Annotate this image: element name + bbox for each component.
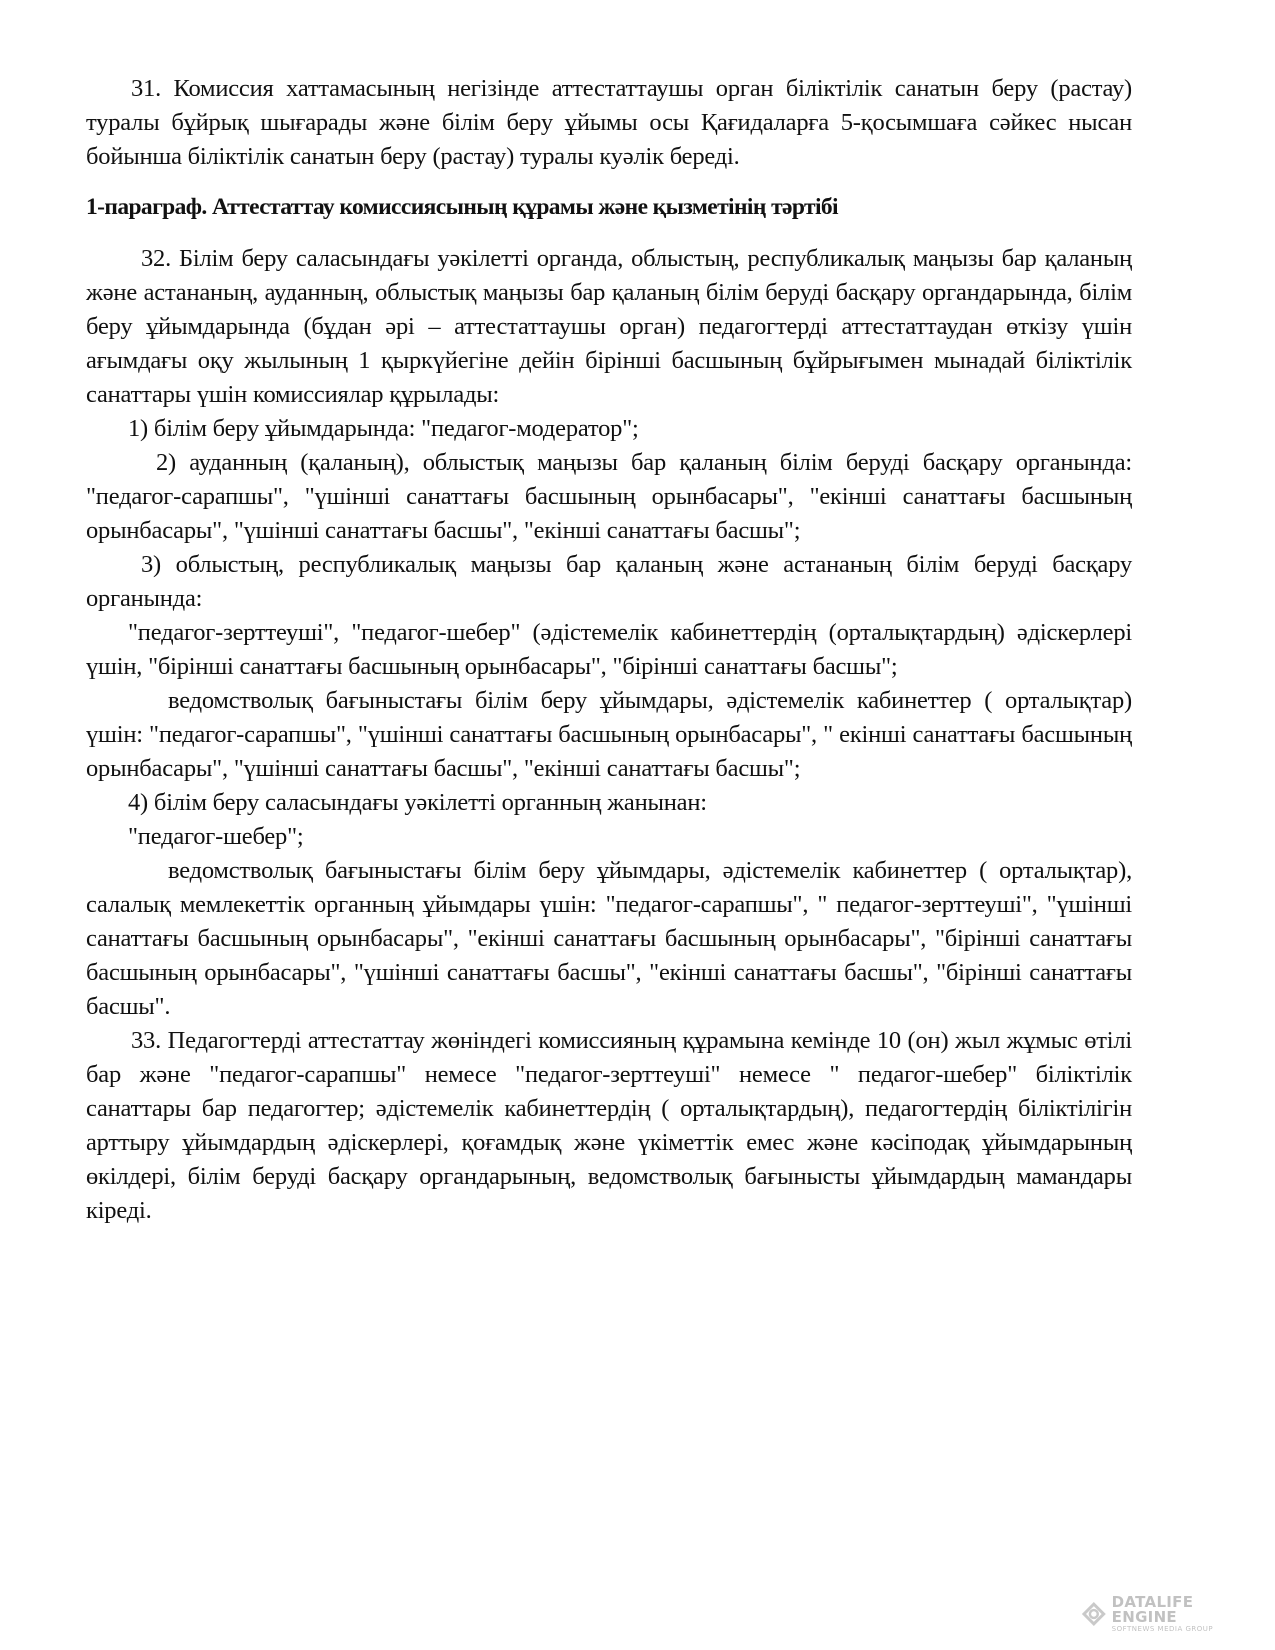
paragraph-32: 32. Білім беру саласындағы уәкілетті органда, облыстың, республикалық маңызы бар қаланың және астананың, ауданның, облыстық маңызы бар қаланың білім беруді басқару органдарында, білім беру ұйымдарында (бұдан әрі – аттестаттаушы орган) педагогтерді аттестаттаудан өткізу үшін ағымдағы оқу жылының 1 қыркүйегіне дейін бірінші басшының бұйрығымен мынадай біліктілік санаттары үшін комиссиялар құрылады: xyxy=(86,245,1132,408)
list-item-3a: "педагог-зерттеуші", "педагог-шебер" (әдістемелік кабинеттердің (орталықтардың) әдіскерлері үшін, "бірінші санаттағы басшының орынбасары", "бірінші санаттағы басшы"; xyxy=(86,619,1132,680)
list-item-4: 4) білім беру саласындағы уәкілетті органның жанынан: xyxy=(128,789,707,816)
watermark-subtitle: SOFTNEWS MEDIA GROUP xyxy=(1111,1624,1214,1633)
datalife-logo-icon xyxy=(1082,1602,1106,1626)
section-heading: 1-параграф. Аттестаттау комиссиясының құрамы және қызметінің тәртібі xyxy=(86,194,838,220)
list-item-1: 1) білім беру ұйымдарында: "педагог-модератор"; xyxy=(128,415,639,442)
list-item-4b: ведомстволық бағыныстағы білім беру ұйымдары, әдістемелік кабинеттер ( орталықтар), салалық мемлекеттік органның ұйымдары үшін: "педагог-сарапшы", " педагог-зерттеуші", "үшінші санаттағы басшының орынбасары", "екінші санаттағы басшының орынбасары", "бірінші санаттағы басшының орынбасары", "үшінші санаттағы басшы", "екінші санаттағы басшы", "бірінші санаттағы басшы". xyxy=(86,857,1132,1020)
list-item-3: 3) облыстың, республикалық маңызы бар қаланың және астананың білім беруді басқару органында: xyxy=(86,551,1132,612)
document-page xyxy=(86,72,1132,1228)
paragraph-33: 33. Педагогтерді аттестаттау жөніндегі комиссияның құрамына кемінде 10 (он) жыл жұмыс өтілі бар және "педагог-сарапшы" немесе "педагог-зерттеуші" немесе " педагог-шебер" біліктілік санаттары бар педагогтер; әдістемелік кабинеттердің ( орталықтардың), педагогтердің біліктілігін арттыру ұйымдардың әдіскерлері, қоғамдық және үкіметтік емес және кәсіподақ ұйымдарының өкілдері, білім беруді басқару органдарының, ведомстволық бағынысты ұйымдардың мамандары кіреді. xyxy=(86,1027,1132,1224)
watermark-title: DATALIFE ENGINE xyxy=(1111,1592,1194,1626)
paragraph-31: 31. Комиссия хаттамасының негізінде аттестаттаушы орган біліктілік санатын беру (растау) туралы бұйрық шығарады және білім беру ұйымы осы Қағидаларға 5-қосымшаға сәйкес нысан бойынша біліктілік санатын беру (растау) туралы куәлік береді. xyxy=(86,75,1132,170)
list-item-4a: "педагог-шебер"; xyxy=(128,823,304,850)
list-item-3b: ведомстволық бағыныстағы білім беру ұйымдары, әдістемелік кабинеттер ( орталықтар) үшін: "педагог-сарапшы", "үшінші санаттағы басшының орынбасары", " екінші санаттағы басшының орынбасары", "үшінші санаттағы басшы", "екінші санаттағы басшы"; xyxy=(86,687,1132,782)
list-item-2: 2) ауданның (қаланың), облыстық маңызы бар қаланың білім беруді басқару органында: "педагог-сарапшы", "үшінші санаттағы басшының орынбасары", "екінші санаттағы басшының орынбасары", "үшінші санаттағы басшы", "екінші санаттағы басшы"; xyxy=(86,449,1132,544)
watermark xyxy=(1082,1592,1262,1633)
